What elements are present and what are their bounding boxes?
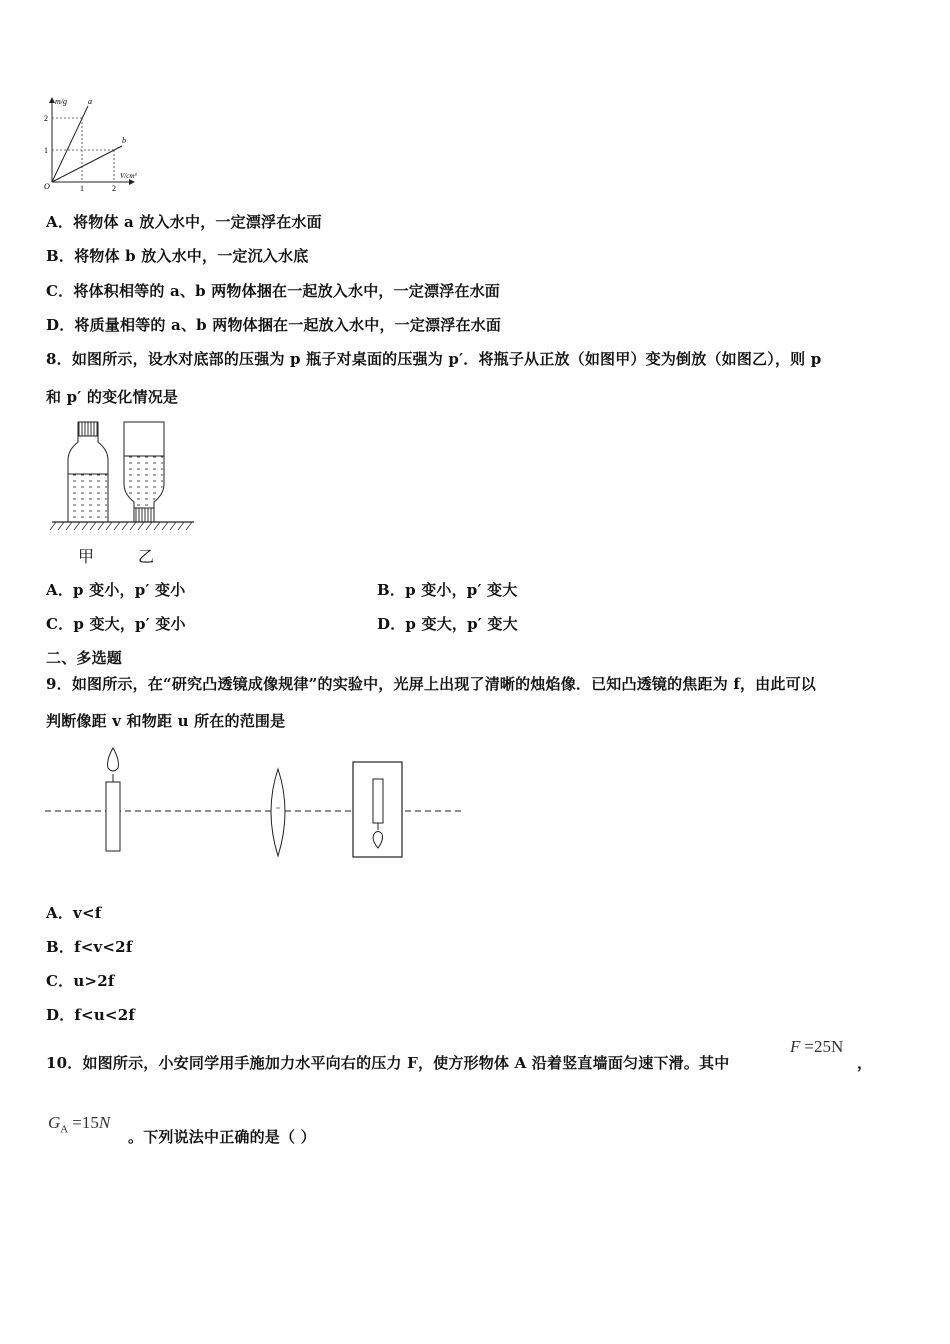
bottle-yi bbox=[124, 422, 164, 522]
y-tick-1: 1 bbox=[44, 146, 48, 155]
q9-stem-line1: 9．如图所示，在“研究凸透镜成像规律”的实验中，光屏上出现了清晰的烛焰像．已知凸透镜的焦距为 f，由此可以 bbox=[46, 675, 816, 693]
x-tick-2: 2 bbox=[112, 184, 116, 192]
q8-option-c[interactable]: C．p 变大，p′ 变小 bbox=[46, 615, 186, 633]
convex-lens bbox=[271, 769, 285, 856]
q8-stem-line2: 和 p′ 的变化情况是 bbox=[46, 388, 179, 406]
q9-option-a[interactable]: A．v<f bbox=[46, 904, 102, 922]
x-axis-label: V/cm³ bbox=[120, 172, 137, 180]
y-axis-label: m/g bbox=[55, 97, 67, 106]
line-a-label: a bbox=[88, 97, 92, 106]
mass-volume-graph bbox=[38, 92, 150, 192]
label-jia: 甲 bbox=[78, 547, 95, 566]
bottle-jia bbox=[68, 422, 108, 522]
q10-stem-line1: 10．如图所示，小安同学用手施加力水平向右的压力 F，使方形物体 A 沿着竖直墙面匀速下滑。其中 bbox=[46, 1054, 730, 1072]
table-hatching bbox=[50, 522, 192, 530]
origin-label: O bbox=[44, 182, 50, 191]
formula-f bbox=[790, 1037, 843, 1057]
lens-experiment-figure bbox=[40, 744, 470, 864]
q8-option-b[interactable]: B．p 变小，p′ 变大 bbox=[377, 581, 518, 599]
line-b-label: b bbox=[122, 136, 126, 145]
formula-f-value: =25N bbox=[804, 1037, 844, 1056]
formula-f-var: F bbox=[790, 1037, 801, 1056]
label-yi: 乙 bbox=[138, 547, 155, 566]
q9-option-b[interactable]: B．f<v<2f bbox=[46, 938, 133, 956]
q8-option-a[interactable]: A．p 变小，p′ 变小 bbox=[46, 581, 186, 599]
q9-stem-line2: 判断像距 v 和物距 u 所在的范围是 bbox=[46, 712, 286, 730]
light-screen bbox=[353, 762, 402, 857]
formula-g bbox=[48, 1113, 110, 1135]
y-tick-2: 2 bbox=[44, 114, 48, 123]
q8-stem-line1: 8．如图所示，设水对底部的压强为 p 瓶子对桌面的压强为 p′．将瓶子从正放（如图甲）变为倒放（如图乙），则 p bbox=[46, 350, 822, 368]
formula-g-subscript: A bbox=[60, 1123, 69, 1136]
q10-comma: ， bbox=[857, 1054, 873, 1072]
x-tick-1: 1 bbox=[80, 184, 84, 192]
q7-option-a[interactable]: A．将物体 a 放入水中，一定漂浮在水面 bbox=[46, 213, 322, 231]
q7-option-b[interactable]: B．将物体 b 放入水中，一定沉入水底 bbox=[46, 247, 309, 265]
q7-option-d[interactable]: D．将质量相等的 a、b 两物体捆在一起放入水中，一定漂浮在水面 bbox=[46, 316, 502, 334]
formula-g-unit: N bbox=[98, 1113, 111, 1132]
formula-g-value: =15 bbox=[72, 1113, 99, 1132]
q9-option-c[interactable]: C．u>2f bbox=[46, 972, 115, 990]
q10-stem-line2: 。下列说法中正确的是（ ） bbox=[128, 1128, 316, 1146]
line-b bbox=[52, 146, 122, 182]
bottles-figure bbox=[48, 418, 198, 538]
candle bbox=[106, 748, 120, 851]
q8-option-d[interactable]: D．p 变大，p′ 变大 bbox=[377, 615, 518, 633]
q7-option-c[interactable]: C．将体积相等的 a、b 两物体捆在一起放入水中，一定漂浮在水面 bbox=[46, 282, 500, 300]
q9-option-d[interactable]: D．f<u<2f bbox=[46, 1006, 135, 1024]
section-title: 二、多选题 bbox=[46, 649, 123, 667]
formula-g-var: G bbox=[48, 1113, 61, 1132]
line-a bbox=[52, 106, 88, 182]
flame-icon bbox=[108, 748, 119, 771]
